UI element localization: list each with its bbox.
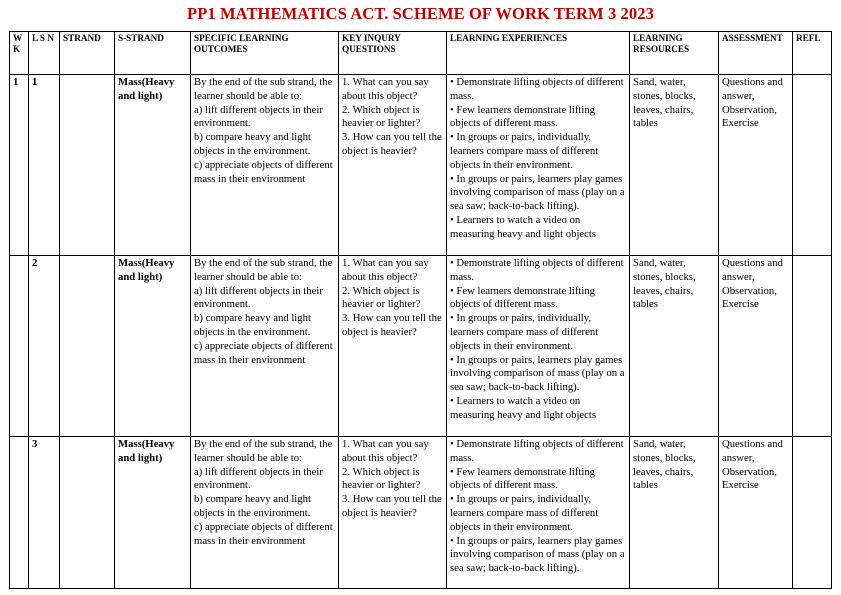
cell-questions <box>339 75 447 256</box>
experience-line: involving comparison of mass (play on a sea saw; back-to-back lifting). <box>450 186 625 213</box>
cell-lesson: 1 <box>29 75 60 256</box>
outcome-line: By the end of the sub strand, the learner should be able to: <box>194 438 333 464</box>
question-line: 1. What can you say about this object? <box>342 76 429 102</box>
cell-week <box>10 437 29 589</box>
outcome-line: b) compare heavy and light objects in the environment. <box>194 493 311 519</box>
experience-line: • Few learners demonstrate lifting objects of different mass. <box>450 465 596 492</box>
cell-strand <box>60 437 115 589</box>
table-row <box>10 75 832 256</box>
table-row <box>10 256 832 437</box>
cell-experiences <box>447 256 630 437</box>
cell-outcomes <box>191 256 339 437</box>
header-refl: REFL <box>793 32 832 75</box>
question-line: 2. Which object is heavier or lighter? <box>342 284 421 311</box>
cell-lesson: 3 <box>29 437 60 589</box>
header-substrand: S-STRAND <box>115 32 191 75</box>
scheme-of-work-table <box>9 31 832 589</box>
experience-line: • In groups or pairs, learners play games <box>450 353 623 366</box>
cell-experiences <box>447 437 630 589</box>
cell-week <box>10 256 29 437</box>
header-outcomes: SPECIFIC LEARNING OUTCOMES <box>191 32 339 75</box>
table-row <box>10 437 832 589</box>
cell-lesson: 2 <box>29 256 60 437</box>
header-wk: W K <box>10 32 29 75</box>
outcome-line: b) compare heavy and light objects in the environment. <box>194 312 311 338</box>
header-lsn: L S N <box>29 32 60 75</box>
experience-line: • In groups or pairs, individually, learners compare mass of different objects in their environment. <box>450 312 599 352</box>
header-experiences: LEARNING EXPERIENCES <box>447 32 630 75</box>
header-questions: KEY INQURY QUESTIONS <box>339 32 447 75</box>
cell-refl <box>793 437 832 589</box>
question-line: 1. What can you say about this object? <box>342 438 429 464</box>
cell-assessment: Questions and answer, Observation, Exercise <box>719 437 793 589</box>
header-assessment: ASSESSMENT <box>719 32 793 75</box>
experience-line: • Few learners demonstrate lifting objects of different mass. <box>450 284 596 311</box>
cell-strand <box>60 75 115 256</box>
outcome-line: a) lift different objects in their environment. <box>194 284 323 311</box>
cell-questions <box>339 437 447 589</box>
experience-line: • Demonstrate lifting objects of different mass. <box>450 76 624 102</box>
experience-line: • In groups or pairs, individually, learners compare mass of different objects in their environment. <box>450 493 599 533</box>
outcome-line: c) appreciate objects of different mass in their environment <box>194 339 333 366</box>
experience-line: • Learners to watch a video on measuring heavy and light objects <box>450 394 597 421</box>
question-line: 3. How can you tell the object is heavier? <box>342 312 442 338</box>
question-line: 2. Which object is heavier or lighter? <box>342 465 421 492</box>
experience-line: • Few learners demonstrate lifting objects of different mass. <box>450 103 596 130</box>
cell-refl <box>793 256 832 437</box>
cell-outcomes <box>191 75 339 256</box>
cell-week: 1 <box>10 75 29 256</box>
cell-substrand: Mass(Heavy and light) <box>115 437 191 589</box>
cell-resources: Sand, water, stones, blocks, leaves, chairs, tables <box>630 256 719 437</box>
cell-refl <box>793 75 832 256</box>
outcome-line: c) appreciate objects of different mass in their environment <box>194 520 333 547</box>
cell-strand <box>60 256 115 437</box>
question-line: 1. What can you say about this object? <box>342 257 429 283</box>
outcome-line: By the end of the sub strand, the learner should be able to: <box>194 257 333 283</box>
experience-line: • In groups or pairs, learners play games <box>450 172 623 185</box>
cell-outcomes <box>191 437 339 589</box>
cell-assessment: Questions and answer, Observation, Exercise <box>719 256 793 437</box>
header-row <box>10 32 832 75</box>
cell-substrand: Mass(Heavy and light) <box>115 256 191 437</box>
outcome-line: By the end of the sub strand, the learner should be able to: <box>194 76 333 102</box>
cell-experiences <box>447 75 630 256</box>
experience-line: • In groups or pairs, learners play games <box>450 534 623 547</box>
outcome-line: a) lift different objects in their environment. <box>194 103 323 130</box>
experience-line: involving comparison of mass (play on a sea saw; back-to-back lifting). <box>450 367 625 394</box>
outcome-line: c) appreciate objects of different mass in their environment <box>194 158 333 185</box>
outcome-line: b) compare heavy and light objects in the environment. <box>194 131 311 157</box>
outcome-line: a) lift different objects in their environment. <box>194 465 323 492</box>
cell-assessment: Questions and answer, Observation, Exercise <box>719 75 793 256</box>
question-line: 3. How can you tell the object is heavier? <box>342 131 442 157</box>
question-line: 3. How can you tell the object is heavier? <box>342 493 442 519</box>
cell-resources: Sand, water, stones, blocks, leaves, chairs, tables <box>630 437 719 589</box>
experience-line: • Learners to watch a video on measuring heavy and light objects <box>450 213 597 240</box>
header-resources: LEARNING RESOURCES <box>630 32 719 75</box>
question-line: 2. Which object is heavier or lighter? <box>342 103 421 130</box>
experience-line: • Demonstrate lifting objects of different mass. <box>450 257 624 283</box>
experience-line: • In groups or pairs, individually, learners compare mass of different objects in their environment. <box>450 131 599 171</box>
cell-resources: Sand, water, stones, blocks, leaves, chairs, tables <box>630 75 719 256</box>
header-strand: STRAND <box>60 32 115 75</box>
document-title: PP1 MATHEMATICS ACT. SCHEME OF WORK TERM 3 2023 <box>187 4 654 23</box>
experience-line: • Demonstrate lifting objects of different mass. <box>450 438 624 464</box>
cell-substrand: Mass(Heavy and light) <box>115 75 191 256</box>
cell-questions <box>339 256 447 437</box>
experience-line: involving comparison of mass (play on a sea saw; back-to-back lifting). <box>450 548 625 575</box>
